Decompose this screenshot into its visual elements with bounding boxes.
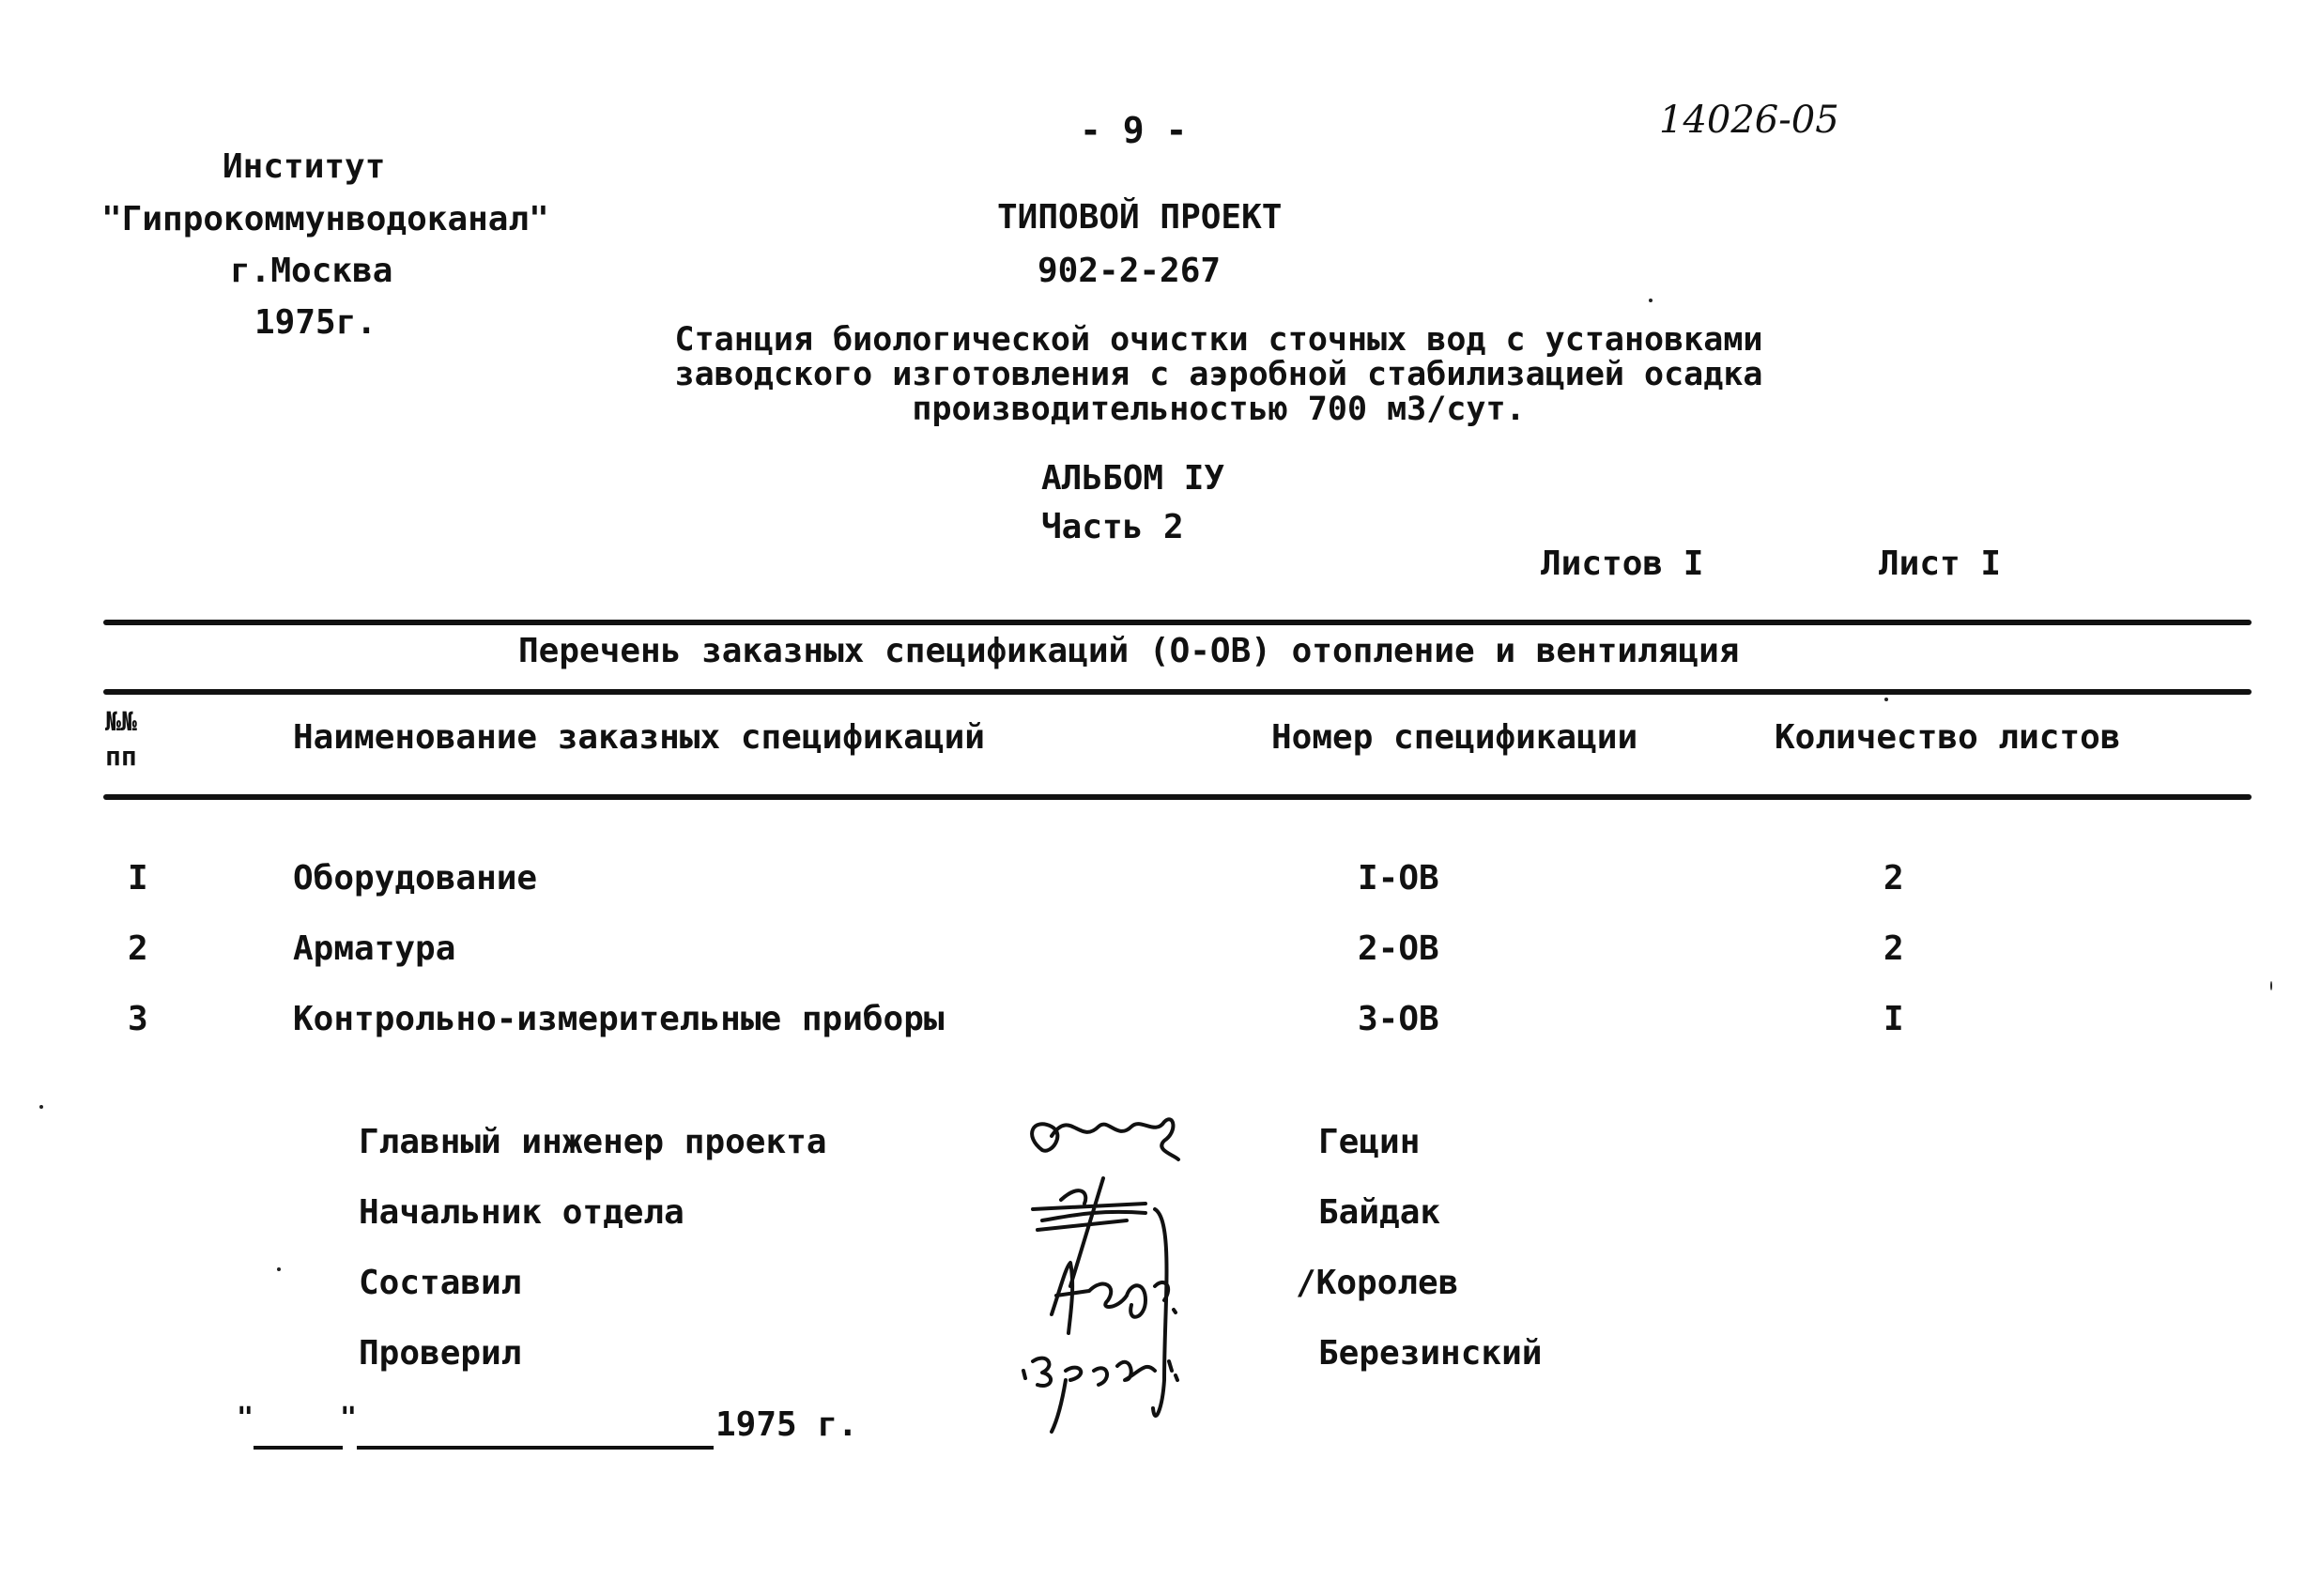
signature-name: Байдак: [1318, 1193, 1441, 1232]
row-name: Оборудование: [293, 859, 538, 898]
day-blank-line: [254, 1446, 343, 1450]
handwritten-signatures: [1014, 1098, 1296, 1436]
description-line-2: заводского изготовления с аэробной стабилизацией осадка: [674, 356, 1763, 393]
part-label: Часть 2: [1041, 508, 1184, 546]
row-sheets: 2: [1883, 929, 1904, 968]
date-quote-close: ": [340, 1402, 358, 1435]
scan-speck: [39, 1105, 43, 1109]
row-spec: I-ОВ: [1358, 859, 1439, 898]
signature-role: Главный инженер проекта: [359, 1123, 827, 1161]
table-title-rule: [103, 689, 2252, 695]
row-sheets: 2: [1883, 859, 1904, 898]
signature-name: /Королев: [1296, 1264, 1459, 1302]
sheets-total: Листов I: [1541, 545, 1704, 583]
row-num: I: [128, 859, 148, 898]
scan-speck: [1649, 299, 1653, 302]
scan-speck: [277, 1267, 281, 1271]
project-description: [644, 323, 1793, 427]
signature-name: Березинский: [1318, 1334, 1543, 1373]
institute-label: Институт: [223, 147, 386, 186]
project-number: 902-2-267: [1038, 252, 1222, 290]
date-quote-open: ": [237, 1402, 254, 1435]
description-line-1: Станция биологической очистки сточных вод с установками: [674, 321, 1763, 359]
row-name: Арматура: [293, 929, 456, 968]
project-type: ТИПОВОЙ ПРОЕКТ: [997, 198, 1283, 237]
date-year: 1975 г.: [715, 1405, 858, 1444]
table-title: Перечень заказных спецификаций (О-ОВ) отопление и вентиляция: [518, 632, 1740, 670]
row-num: 3: [128, 1000, 148, 1038]
row-spec: 3-ОВ: [1358, 1000, 1439, 1038]
header-num-line1: №№: [105, 706, 137, 737]
institute-city: г.Москва: [230, 252, 393, 290]
album-label: АЛЬБОМ IУ: [1041, 459, 1225, 498]
row-name: Контрольно-измерительные приборы: [293, 1000, 945, 1038]
row-spec: 2-ОВ: [1358, 929, 1439, 968]
row-sheets: I: [1883, 1000, 1904, 1038]
table-header-rule: [103, 794, 2252, 800]
header-spec-number: Номер спецификации: [1271, 718, 1638, 757]
sheet-number: Лист I: [1879, 545, 2002, 583]
page-number: - 9 -: [1080, 110, 1188, 151]
scan-speck: [1884, 698, 1888, 701]
signature-role: Проверил: [359, 1334, 522, 1373]
row-num: 2: [128, 929, 148, 968]
header-sheet-count: Количество листов: [1775, 718, 2121, 757]
description-line-3: производительностью 700 м3/сут.: [912, 391, 1526, 428]
scan-speck: [2270, 981, 2272, 990]
institute-name: "Гипрокоммунводоканал": [101, 200, 549, 238]
signature-role: Начальник отдела: [359, 1193, 684, 1232]
signature-role: Составил: [359, 1264, 522, 1302]
header-num-line2: пп: [105, 741, 137, 772]
month-blank-line: [357, 1446, 714, 1450]
institute-year: 1975г.: [254, 303, 377, 342]
header-name: Наименование заказных спецификаций: [293, 718, 985, 757]
table-top-rule: [103, 620, 2252, 625]
document-code: 14026-05: [1659, 99, 1839, 142]
signature-name: Гецин: [1318, 1123, 1421, 1161]
